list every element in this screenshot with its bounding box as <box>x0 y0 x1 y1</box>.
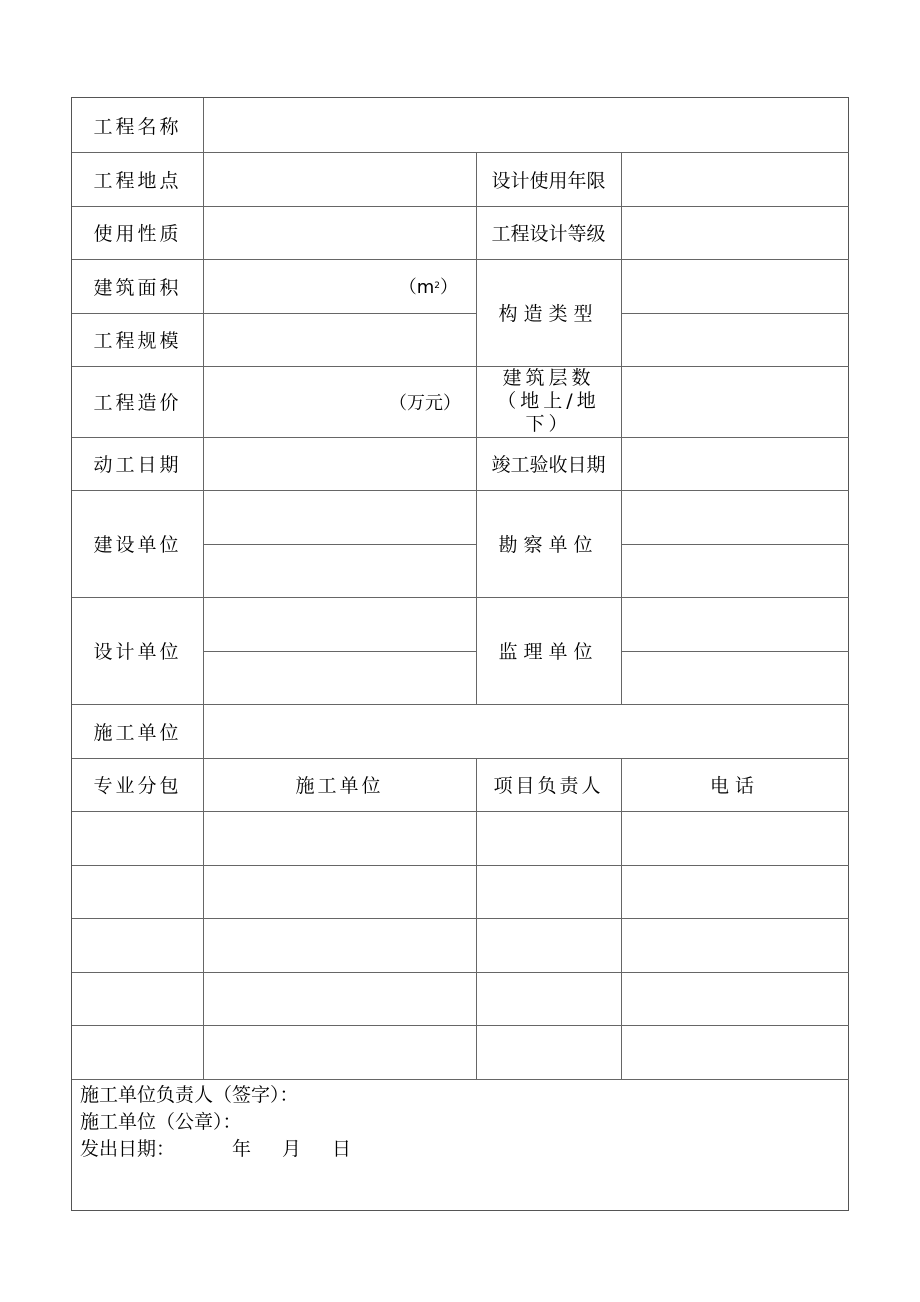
label-design-unit: 设计单位 <box>93 641 182 663</box>
design-grade-field[interactable] <box>622 207 849 259</box>
structure-type-field-2[interactable] <box>622 314 849 366</box>
usage-nature-field[interactable] <box>204 207 476 259</box>
cost-unit: （万元） <box>389 392 461 414</box>
design-life-field[interactable] <box>622 153 849 206</box>
label-usage-nature: 使用性质 <box>93 223 182 245</box>
label-subcontract: 专业分包 <box>93 775 182 797</box>
issue-month: 月 <box>282 1138 302 1160</box>
label-structure-type: 构造类型 <box>498 303 599 325</box>
project-location-field[interactable] <box>204 153 476 206</box>
completion-date-field[interactable] <box>622 438 849 490</box>
label-completion-date: 竣工验收日期 <box>491 454 606 476</box>
signatory-line: 施工单位负责人（签字）： <box>80 1084 299 1106</box>
label-start-date: 动工日期 <box>93 454 182 476</box>
label-project-name: 工程名称 <box>93 115 182 138</box>
seal-line: 施工单位（公章）： <box>80 1111 242 1133</box>
start-date-field[interactable] <box>204 438 476 490</box>
project-scale-field[interactable] <box>204 314 476 366</box>
issue-date-line <box>80 1134 351 1161</box>
area-unit: （m 2 ） <box>398 277 458 298</box>
label-design-grade: 工程设计等级 <box>491 223 606 245</box>
building-area-field[interactable] <box>204 260 404 313</box>
label-supervision-unit: 监理单位 <box>498 641 599 663</box>
supervision-unit-field[interactable] <box>622 598 849 704</box>
label-project-cost: 工程造价 <box>93 392 182 414</box>
label-construction-unit: 施工单位 <box>93 721 182 744</box>
label-building-area: 建筑面积 <box>93 276 182 299</box>
issue-date-label: 发出日期： <box>80 1138 176 1160</box>
project-cost-field[interactable] <box>204 367 384 437</box>
label-project-location: 工程地点 <box>93 169 182 192</box>
construction-unit-field[interactable] <box>204 705 849 758</box>
developer-field[interactable] <box>204 491 476 597</box>
label-developer: 建设单位 <box>93 534 182 556</box>
issue-day: 日 <box>332 1138 352 1160</box>
registration-form-table <box>71 97 849 1211</box>
issue-year: 年 <box>232 1138 252 1160</box>
header-phone: 电话 <box>709 775 760 797</box>
survey-unit-field[interactable] <box>622 491 849 597</box>
header-project-manager: 项目负责人 <box>493 775 604 797</box>
project-name-field[interactable] <box>204 98 849 152</box>
label-project-scale: 工程规模 <box>93 330 182 352</box>
subcontract-table-body[interactable] <box>72 812 849 1079</box>
header-subcontract-unit: 施工单位 <box>295 775 384 797</box>
structure-type-field-1[interactable] <box>622 260 849 313</box>
label-survey-unit: 勘察单位 <box>498 534 599 556</box>
design-unit-field[interactable] <box>204 598 476 704</box>
label-floors: 建筑层数（地上/地下） <box>497 367 600 435</box>
label-design-life: 设计使用年限 <box>491 169 606 192</box>
floors-field[interactable] <box>622 367 849 437</box>
